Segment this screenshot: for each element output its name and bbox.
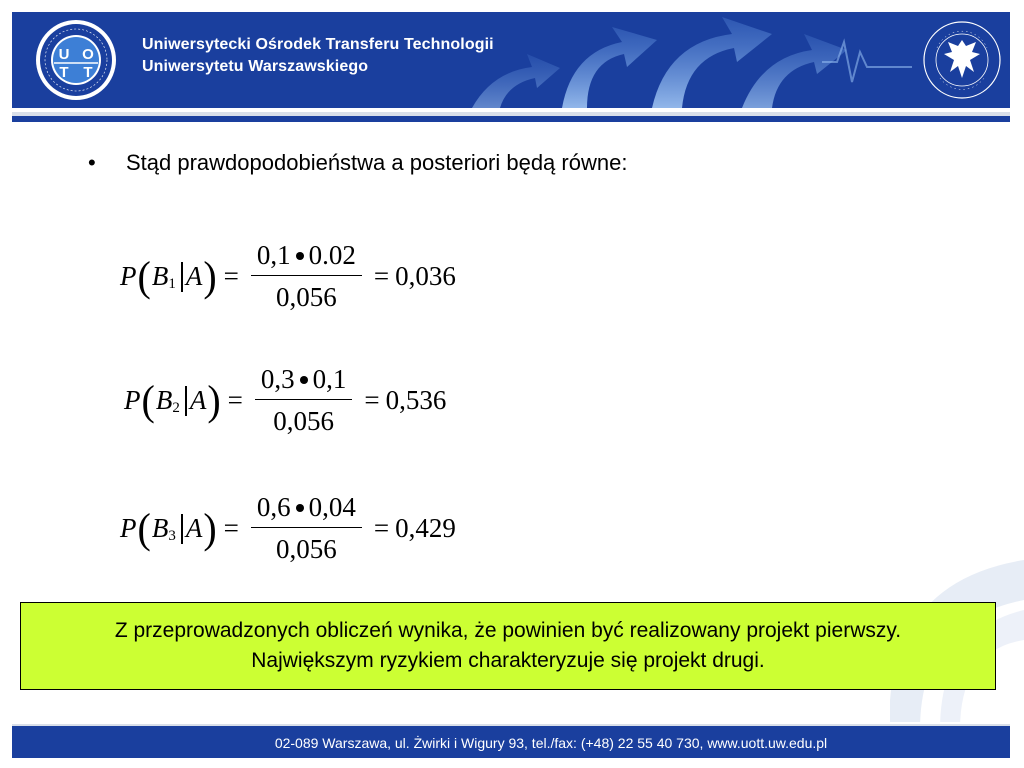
- header-title: [142, 34, 494, 78]
- formula-1-result: 0,036: [395, 261, 456, 291]
- svg-text:T: T: [83, 64, 93, 81]
- formula-1-fraction: [251, 240, 362, 313]
- svg-text:U: U: [58, 46, 70, 63]
- formula-1: P ( B 1 A ) = 0,1 0.02 0,056 = 0,036: [120, 240, 456, 312]
- conclusion-box: [20, 602, 996, 690]
- formula-1-p: P: [120, 261, 137, 291]
- formula-3-b: B: [151, 513, 169, 543]
- intro-bullet: [88, 150, 627, 176]
- formula-3-result: 0,429: [395, 513, 456, 543]
- formula-3-p: P: [120, 513, 137, 543]
- uott-logo-icon: [34, 18, 118, 102]
- formula-2-eq1: =: [227, 385, 243, 415]
- formula-2-index: 2: [172, 400, 180, 416]
- multiply-dot-icon: [296, 504, 304, 512]
- formula-3-a: A: [185, 513, 203, 543]
- formula-2-fraction: [255, 364, 353, 437]
- formula-3-num-a: 0,6: [256, 492, 291, 522]
- header-title-line2: Uniwersytetu Warszawskiego: [142, 58, 369, 75]
- conclusion-line1: Z przeprowadzonych obliczeń wynika, że powinien być realizowany projekt pierwszy.: [114, 619, 902, 642]
- formula-2: P ( B 2 A ) = 0,3 0,1 0,056 = 0,536: [124, 364, 447, 436]
- bullet-marker: •: [88, 150, 96, 175]
- formula-3-num-b: 0,04: [308, 492, 356, 522]
- formula-3-fraction: [251, 492, 362, 565]
- formula-2-p: P: [124, 385, 141, 415]
- svg-text:T: T: [59, 64, 69, 81]
- formula-2-result: 0,536: [385, 385, 447, 415]
- multiply-dot-icon: [296, 252, 304, 260]
- formula-1-b: B: [151, 261, 169, 291]
- footer-address: 02-089 Warszawa, ul. Żwirki i Wigury 93, tel./fax: (+48) 22 55 40 730, www.uott.uw.edu.pl: [274, 735, 828, 751]
- formula-2-eq2: =: [364, 385, 380, 415]
- header-banner: [12, 12, 1010, 108]
- formula-1-eq2: =: [373, 261, 390, 291]
- formula-3-eq2: =: [373, 513, 390, 543]
- formula-1-num-b: 0.02: [308, 240, 356, 270]
- formula-2-den: 0,056: [273, 406, 335, 436]
- formula-1-index: 1: [168, 276, 176, 292]
- intro-text: Stąd prawdopodobieństwa a posteriori będą równe:: [126, 150, 628, 175]
- formula-3: P ( B 3 A ) = 0,6 0,04 0,056 = 0,429: [120, 492, 456, 564]
- formula-3-index: 3: [168, 528, 176, 544]
- formula-2-a: A: [189, 385, 207, 415]
- formula-3-den: 0,056: [276, 534, 337, 564]
- formula-3-eq1: =: [223, 513, 239, 543]
- formula-1-a: A: [185, 261, 203, 291]
- header-divider: [12, 108, 1010, 122]
- formula-1-eq1: =: [223, 261, 239, 291]
- multiply-dot-icon: [300, 376, 308, 384]
- formula-1-num-a: 0,1: [256, 240, 291, 270]
- formula-2-num-a: 0,3: [260, 364, 295, 394]
- header-title-line1: Uniwersytecki Ośrodek Transferu Technologii: [142, 36, 494, 53]
- svg-text:O: O: [82, 46, 94, 63]
- footer: [12, 728, 1010, 758]
- formula-1-den: 0,056: [276, 282, 337, 312]
- arrows-graphic: [442, 12, 912, 108]
- formula-2-num-b: 0,1: [312, 364, 347, 394]
- university-eagle-seal-icon: [920, 18, 1004, 102]
- conclusion-line2: Największym ryzykiem charakteryzuje się projekt drugi.: [251, 649, 765, 672]
- formula-2-b: B: [155, 385, 173, 415]
